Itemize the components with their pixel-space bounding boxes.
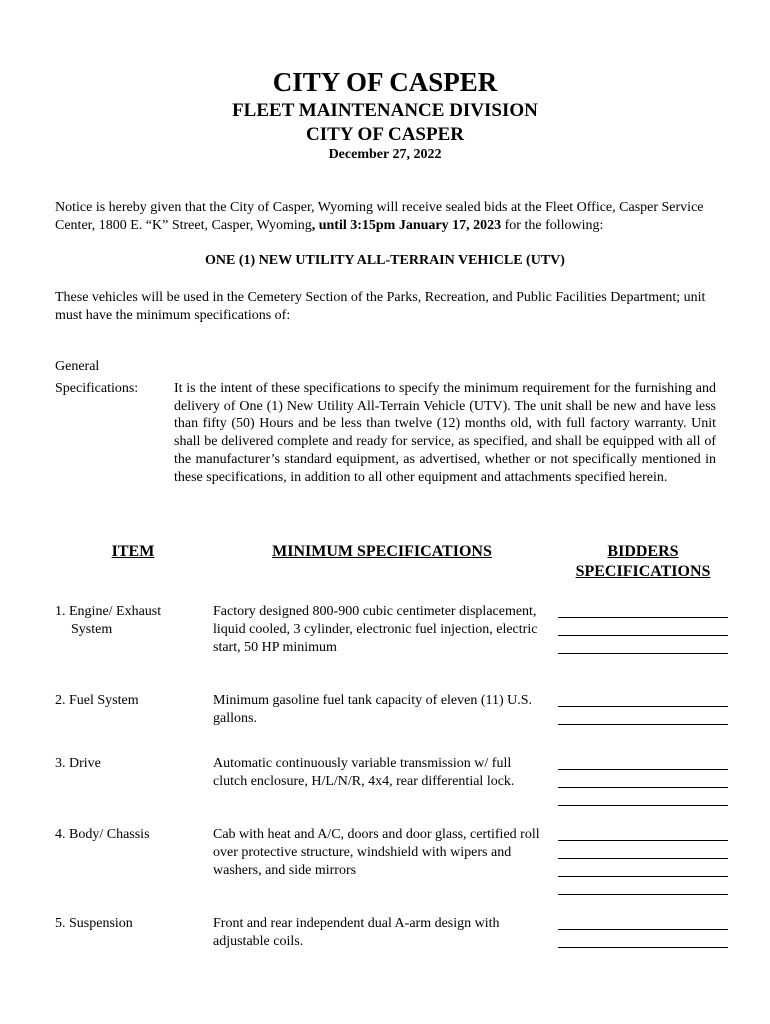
bidder-line[interactable] <box>558 769 728 770</box>
vehicle-heading: ONE (1) NEW UTILITY ALL-TERRAIN VEHICLE (UTV) <box>205 253 565 268</box>
item-fuel-name: 2. Fuel System <box>55 693 139 708</box>
bidder-line[interactable] <box>558 787 728 788</box>
bidder-line[interactable] <box>558 840 728 841</box>
item-engine-name-cont: System <box>71 622 113 637</box>
general-specifications-body: It is the intent of these specifications to specify the minimum requirement for the furnishing and delivery of One (1) New Utility All-Terrain Vehicle (UTV). The unit shall be new and have less than fifty (50) Hours and be less than twelve (12) months old, with full factory warranty. Unit shall be delivered complete and ready for service, as specified, and shall be equipped with all of the manufacturer’s standard equipment, as advertised, whether or not specifically mentioned in these specifications, in addition to all other equipment and attachments specified herein. <box>174 381 716 485</box>
division-heading: FLEET MAINTENANCE DIVISION <box>232 100 538 121</box>
column-header-bidders: BIDDERS <box>607 543 679 560</box>
document-date: December 27, 2022 <box>328 147 442 162</box>
bidder-line[interactable] <box>558 929 728 930</box>
bidder-line[interactable] <box>558 947 728 948</box>
item-drive-spec: Automatic continuously variable transmission w/ full clutch enclosure, H/L/N/R, 4x4, rear differential lock. <box>213 756 515 789</box>
bidder-line[interactable] <box>558 805 728 806</box>
notice-text: Notice is hereby given that the City of Casper, Wyoming will receive sealed bids at the Fleet Office, Casper Service Center, 1800 E. “K” Street, Casper, Wyoming <box>55 200 704 233</box>
item-suspension-spec: Front and rear independent dual A-arm design with adjustable coils. <box>213 916 500 949</box>
notice-text-end: for the following: <box>501 218 604 233</box>
column-header-item: ITEM <box>111 543 155 560</box>
column-header-bidders-specifications: SPECIFICATIONS <box>575 563 711 580</box>
bidder-line[interactable] <box>558 653 728 654</box>
bidder-line[interactable] <box>558 724 728 725</box>
item-fuel-spec: Minimum gasoline fuel tank capacity of eleven (11) U.S. gallons. <box>213 693 533 726</box>
column-header-minimum-specifications: MINIMUM SPECIFICATIONS <box>272 543 492 560</box>
document-title: CITY OF CASPER <box>272 67 498 97</box>
item-body-chassis-spec: Cab with heat and A/C, doors and door glass, certified roll over protective structure, windshield with wipers and washers, and side mirrors <box>213 827 540 878</box>
bidder-line[interactable] <box>558 858 728 859</box>
city-subtitle: CITY OF CASPER <box>306 124 464 145</box>
usage-paragraph: These vehicles will be used in the Cemetery Section of the Parks, Recreation, and Public Facilities Department; unit must have the minimum specifications of: <box>55 290 706 323</box>
general-label: General <box>55 359 100 374</box>
notice-deadline: , until 3:15pm January 17, 2023 <box>311 218 502 233</box>
bid-notice <box>55 199 717 235</box>
bidder-line[interactable] <box>558 635 728 636</box>
item-engine-spec: Factory designed 800-900 cubic centimeter displacement, liquid cooled, 3 cylinder, electronic fuel injection, electric start, 50 HP minimum <box>213 604 538 655</box>
item-drive-name: 3. Drive <box>55 756 101 771</box>
bidder-line[interactable] <box>558 894 728 895</box>
bidder-line[interactable] <box>558 706 728 707</box>
item-body-chassis-name: 4. Body/ Chassis <box>55 827 150 842</box>
bidder-line[interactable] <box>558 617 728 618</box>
item-engine-name: 1. Engine/ Exhaust <box>55 604 162 619</box>
specifications-label: Specifications: <box>55 381 139 396</box>
item-suspension-name: 5. Suspension <box>55 916 133 931</box>
bidder-line[interactable] <box>558 876 728 877</box>
